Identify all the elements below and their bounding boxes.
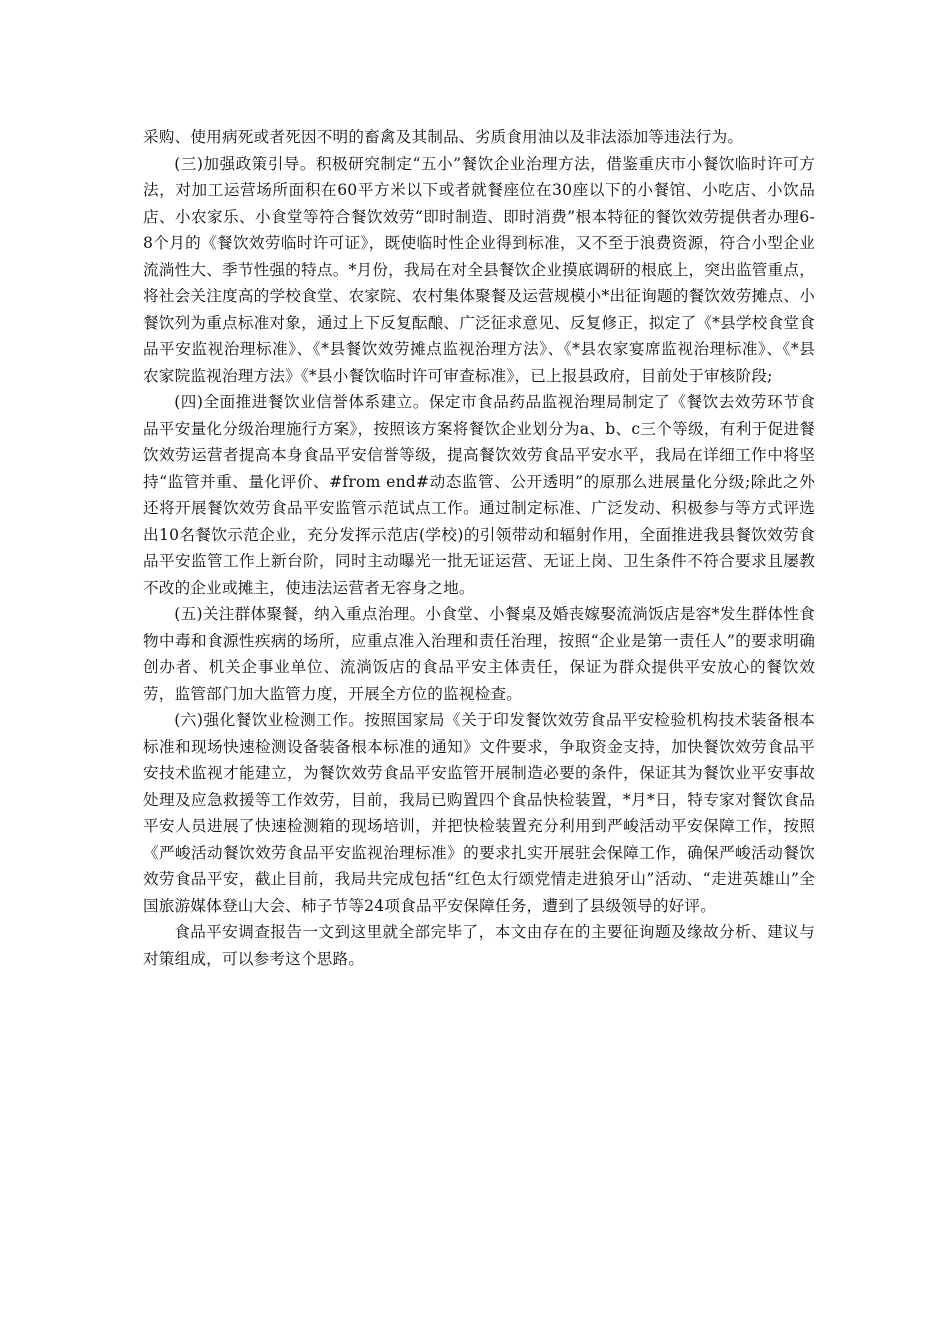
paragraph-conclusion: 食品平安调查报告一文到这里就全部完毕了，本文由存在的主要征询题及缘故分析、建议与对策组成，可以参考这个思路。 xyxy=(143,923,815,968)
paragraph-credit-system: (四)全面推进餐饮业信誉体系建立。保定市食品药品监视治理局制定了《餐饮去效劳环节食品平安量化分级治理施行方案》，按照该方案将餐饮企业划分为a、b、c三个等级，有利于促进餐饮效劳运营者提高本身食品平安信誉等级，提高餐饮效劳食品平安水平，我局在详细工作中将坚持“监管并重、量化评价、#from end#动态监管、公开透明”的原那么进展量化分级;除此之外还将开展餐饮效劳食品平安监管示范试点工作。通过制定标准、广泛发动、积极参与等方式评选出10名餐饮示范企业，充分发挥示范店(学校)的引领带动和辐射作用，全面推进我县餐饮效劳食品平安监管工作上新台阶，同时主动曝光一批无证运营、无证上岗、卫生条件不符合要求且屡教不改的企业或摊主，使违法运营者无容身之地。 xyxy=(143,393,815,597)
paragraph-policy-guidance: (三)加强政策引导。积极研究制定“五小”餐饮企业治理方法，借鉴重庆市小餐饮临时许可方法，对加工运营场所面积在60平方米以下或者就餐座位在30座以下的小餐馆、小吃店、小饮品店、小农家乐、小食堂等符合餐饮效劳“即时制造、即时消费”根本特征的餐饮效劳提供者办理6-8个月的《餐饮效劳临时许可证》，既使临时性企业得到标准，又不至于浪费资源，符合小型企业流淌性大、季节性强的特点。*月份，我局在对全县餐饮企业摸底调研的根底上，突出监管重点，将社会关注度高的学校食堂、农家院、农村集体聚餐及运营规模小*出征询题的餐饮效劳摊点、小餐饮列为重点标准对象，通过上下反复酝酿、广泛征求意见、反复修正，拟定了《*县学校食堂食品平安监视治理标准》、《*县餐饮效劳摊点监视治理方法》、《*县农家宴席监视治理标准》、《*县农家院监视治理方法》《*县小餐饮临时许可审查标准》，已上报县政府，目前处于审核阶段; xyxy=(143,154,815,385)
paragraph-group-dining: (五)关注群体聚餐，纳入重点治理。小食堂、小餐桌及婚丧嫁娶流淌饭店是容*发生群体性食物中毒和食源性疾病的场所，应重点准入治理和责任治理，按照“企业是第一责任人”的要求明确创办者、机关企事业单位、流淌饭店的食品平安主体责任，保证为群众提供平安放心的餐饮效劳，监管部门加大监管力度，开展全方位的监视检查。 xyxy=(143,605,815,703)
paragraph-continuation: 采购、使用病死或者死因不明的畜禽及其制品、劣质食用油以及非法添加等违法行为。 xyxy=(143,128,744,146)
paragraph-testing-work: (六)强化餐饮业检测工作。按照国家局《关于印发餐饮效劳食品平安检验机构技术装备根本标准和现场快速检测设备装备根本标准的通知》文件要求，争取资金支持，加快餐饮效劳食品平安技术监视才能建立，为餐饮效劳食品平安监管开展制造必要的条件，保证其为餐饮业平安事故处理及应急救援等工作效劳，目前，我局已购置四个食品快检装置，*月*日，特专家对餐饮食品平安人员进展了快速检测箱的现场培训，并把快检装置充分利用到严峻活动平安保障工作，按照《严峻活动餐饮效劳食品平安监视治理标准》的要求扎实开展驻会保障工作，确保严峻活动餐饮效劳食品平安，截止目前，我局共完成包括“红色太行颂党情走进狼牙山”活动、“走进英雄山”全国旅游媒体登山大会、柿子节等24项食品平安保障任务，遭到了县级领导的好评。 xyxy=(143,711,815,915)
document-body xyxy=(143,124,815,972)
